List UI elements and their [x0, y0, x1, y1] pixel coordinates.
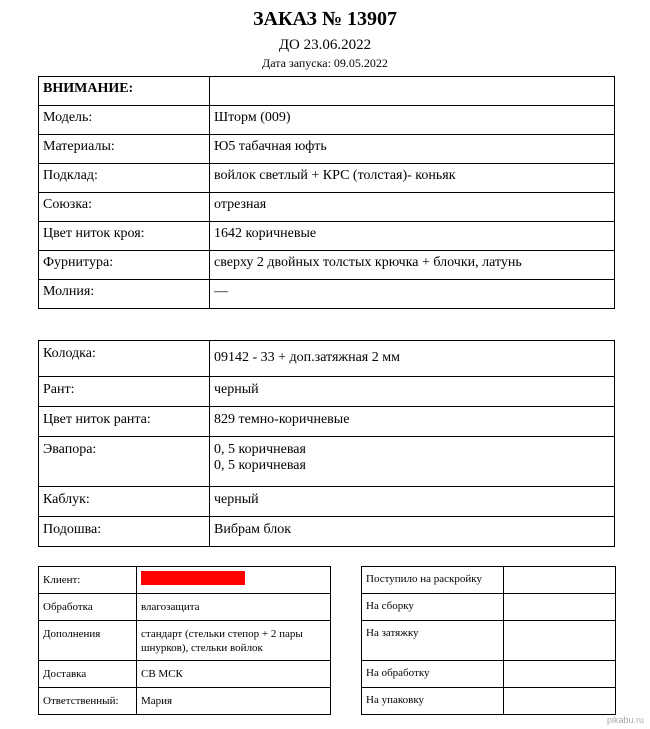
row-value: войлок светлый + КРС (толстая)- коньяк: [210, 164, 615, 193]
due-date: ДО 23.06.2022: [278, 37, 372, 53]
order-title: ЗАКАЗ № 13907: [252, 8, 398, 30]
table-row: [362, 661, 616, 688]
client-value: [137, 567, 331, 594]
table-row: [39, 164, 615, 193]
row-value: отрезная: [210, 193, 615, 222]
evapora-value-2: 0, 5 коричневая: [214, 458, 306, 473]
table-row: [39, 377, 615, 407]
stage-mark-cell: [504, 567, 616, 594]
sole-details-table: [38, 340, 615, 547]
row-value: [210, 437, 615, 487]
table-row: [39, 222, 615, 251]
table-row: [39, 621, 331, 661]
row-value: Шторм (009): [210, 106, 615, 135]
table-row: [39, 280, 615, 309]
stage-label: На затяжку: [362, 621, 504, 661]
row-label: Подошва:: [39, 517, 210, 547]
row-label: Клиент:: [39, 567, 137, 594]
table-row: [39, 251, 615, 280]
stage-mark-cell: [504, 594, 616, 621]
row-value: —: [210, 280, 615, 309]
client-table: [38, 566, 331, 715]
row-value: 1642 коричневые: [210, 222, 615, 251]
stage-label: На сборку: [362, 594, 504, 621]
row-value: Ю5 табачная юфть: [210, 135, 615, 164]
redacted-client-name: [141, 571, 245, 585]
table-row: [39, 106, 615, 135]
attention-value: [210, 77, 615, 106]
stage-mark-cell: [504, 661, 616, 688]
evapora-value-1: 0, 5 коричневая: [214, 442, 306, 457]
row-label: Цвет ниток ранта:: [39, 407, 210, 437]
table-row: [39, 341, 615, 377]
row-value: Вибрам блок: [210, 517, 615, 547]
table-row: [39, 77, 615, 106]
table-row: [362, 594, 616, 621]
stage-label: На упаковку: [362, 688, 504, 715]
row-label: Эвапора:: [39, 437, 210, 487]
attention-label: ВНИМАНИЕ:: [39, 77, 210, 106]
row-label: Рант:: [39, 377, 210, 407]
row-label: Цвет ниток кроя:: [39, 222, 210, 251]
row-label: Ответственный:: [39, 688, 137, 715]
stage-label: На обработку: [362, 661, 504, 688]
launch-date: Дата запуска: 09.05.2022: [262, 56, 388, 70]
table-row: [39, 688, 331, 715]
row-value: Мария: [137, 688, 331, 715]
row-value: СВ МСК: [137, 661, 331, 688]
production-stages-table: [361, 566, 616, 715]
row-value: черный: [210, 377, 615, 407]
table-row: [39, 135, 615, 164]
row-value: стандарт (стельки степор + 2 пары шнурков), стельки войлок: [137, 621, 331, 661]
row-value: черный: [210, 487, 615, 517]
row-label: Подклад:: [39, 164, 210, 193]
watermark: pikabu.ru: [606, 715, 644, 725]
row-value: влагозащита: [137, 594, 331, 621]
row-label: Модель:: [39, 106, 210, 135]
row-label: Союзка:: [39, 193, 210, 222]
row-label: Обработка: [39, 594, 137, 621]
table-row: [362, 567, 616, 594]
row-value: 829 темно-коричневые: [210, 407, 615, 437]
row-value: сверху 2 двойных толстых крючка + блочки, латунь: [210, 251, 615, 280]
table-row: [362, 621, 616, 661]
table-row: [39, 437, 615, 487]
table-row: [39, 407, 615, 437]
table-row: [39, 517, 615, 547]
stage-mark-cell: [504, 688, 616, 715]
table-row: [39, 487, 615, 517]
table-row: [362, 688, 616, 715]
row-label: Дополнения: [39, 621, 137, 661]
row-value: 09142 - 33 + доп.затяжная 2 мм: [210, 341, 615, 377]
row-label: Каблук:: [39, 487, 210, 517]
row-label: Доставка: [39, 661, 137, 688]
table-row: [39, 594, 331, 621]
stage-label: Поступило на раскройку: [362, 567, 504, 594]
table-row: [39, 661, 331, 688]
row-label: Материалы:: [39, 135, 210, 164]
row-label: Колодка:: [39, 341, 210, 377]
table-row: [39, 193, 615, 222]
row-label: Молния:: [39, 280, 210, 309]
order-details-table: [38, 76, 615, 309]
row-label: Фурнитура:: [39, 251, 210, 280]
table-row: [39, 567, 331, 594]
stage-mark-cell: [504, 621, 616, 661]
